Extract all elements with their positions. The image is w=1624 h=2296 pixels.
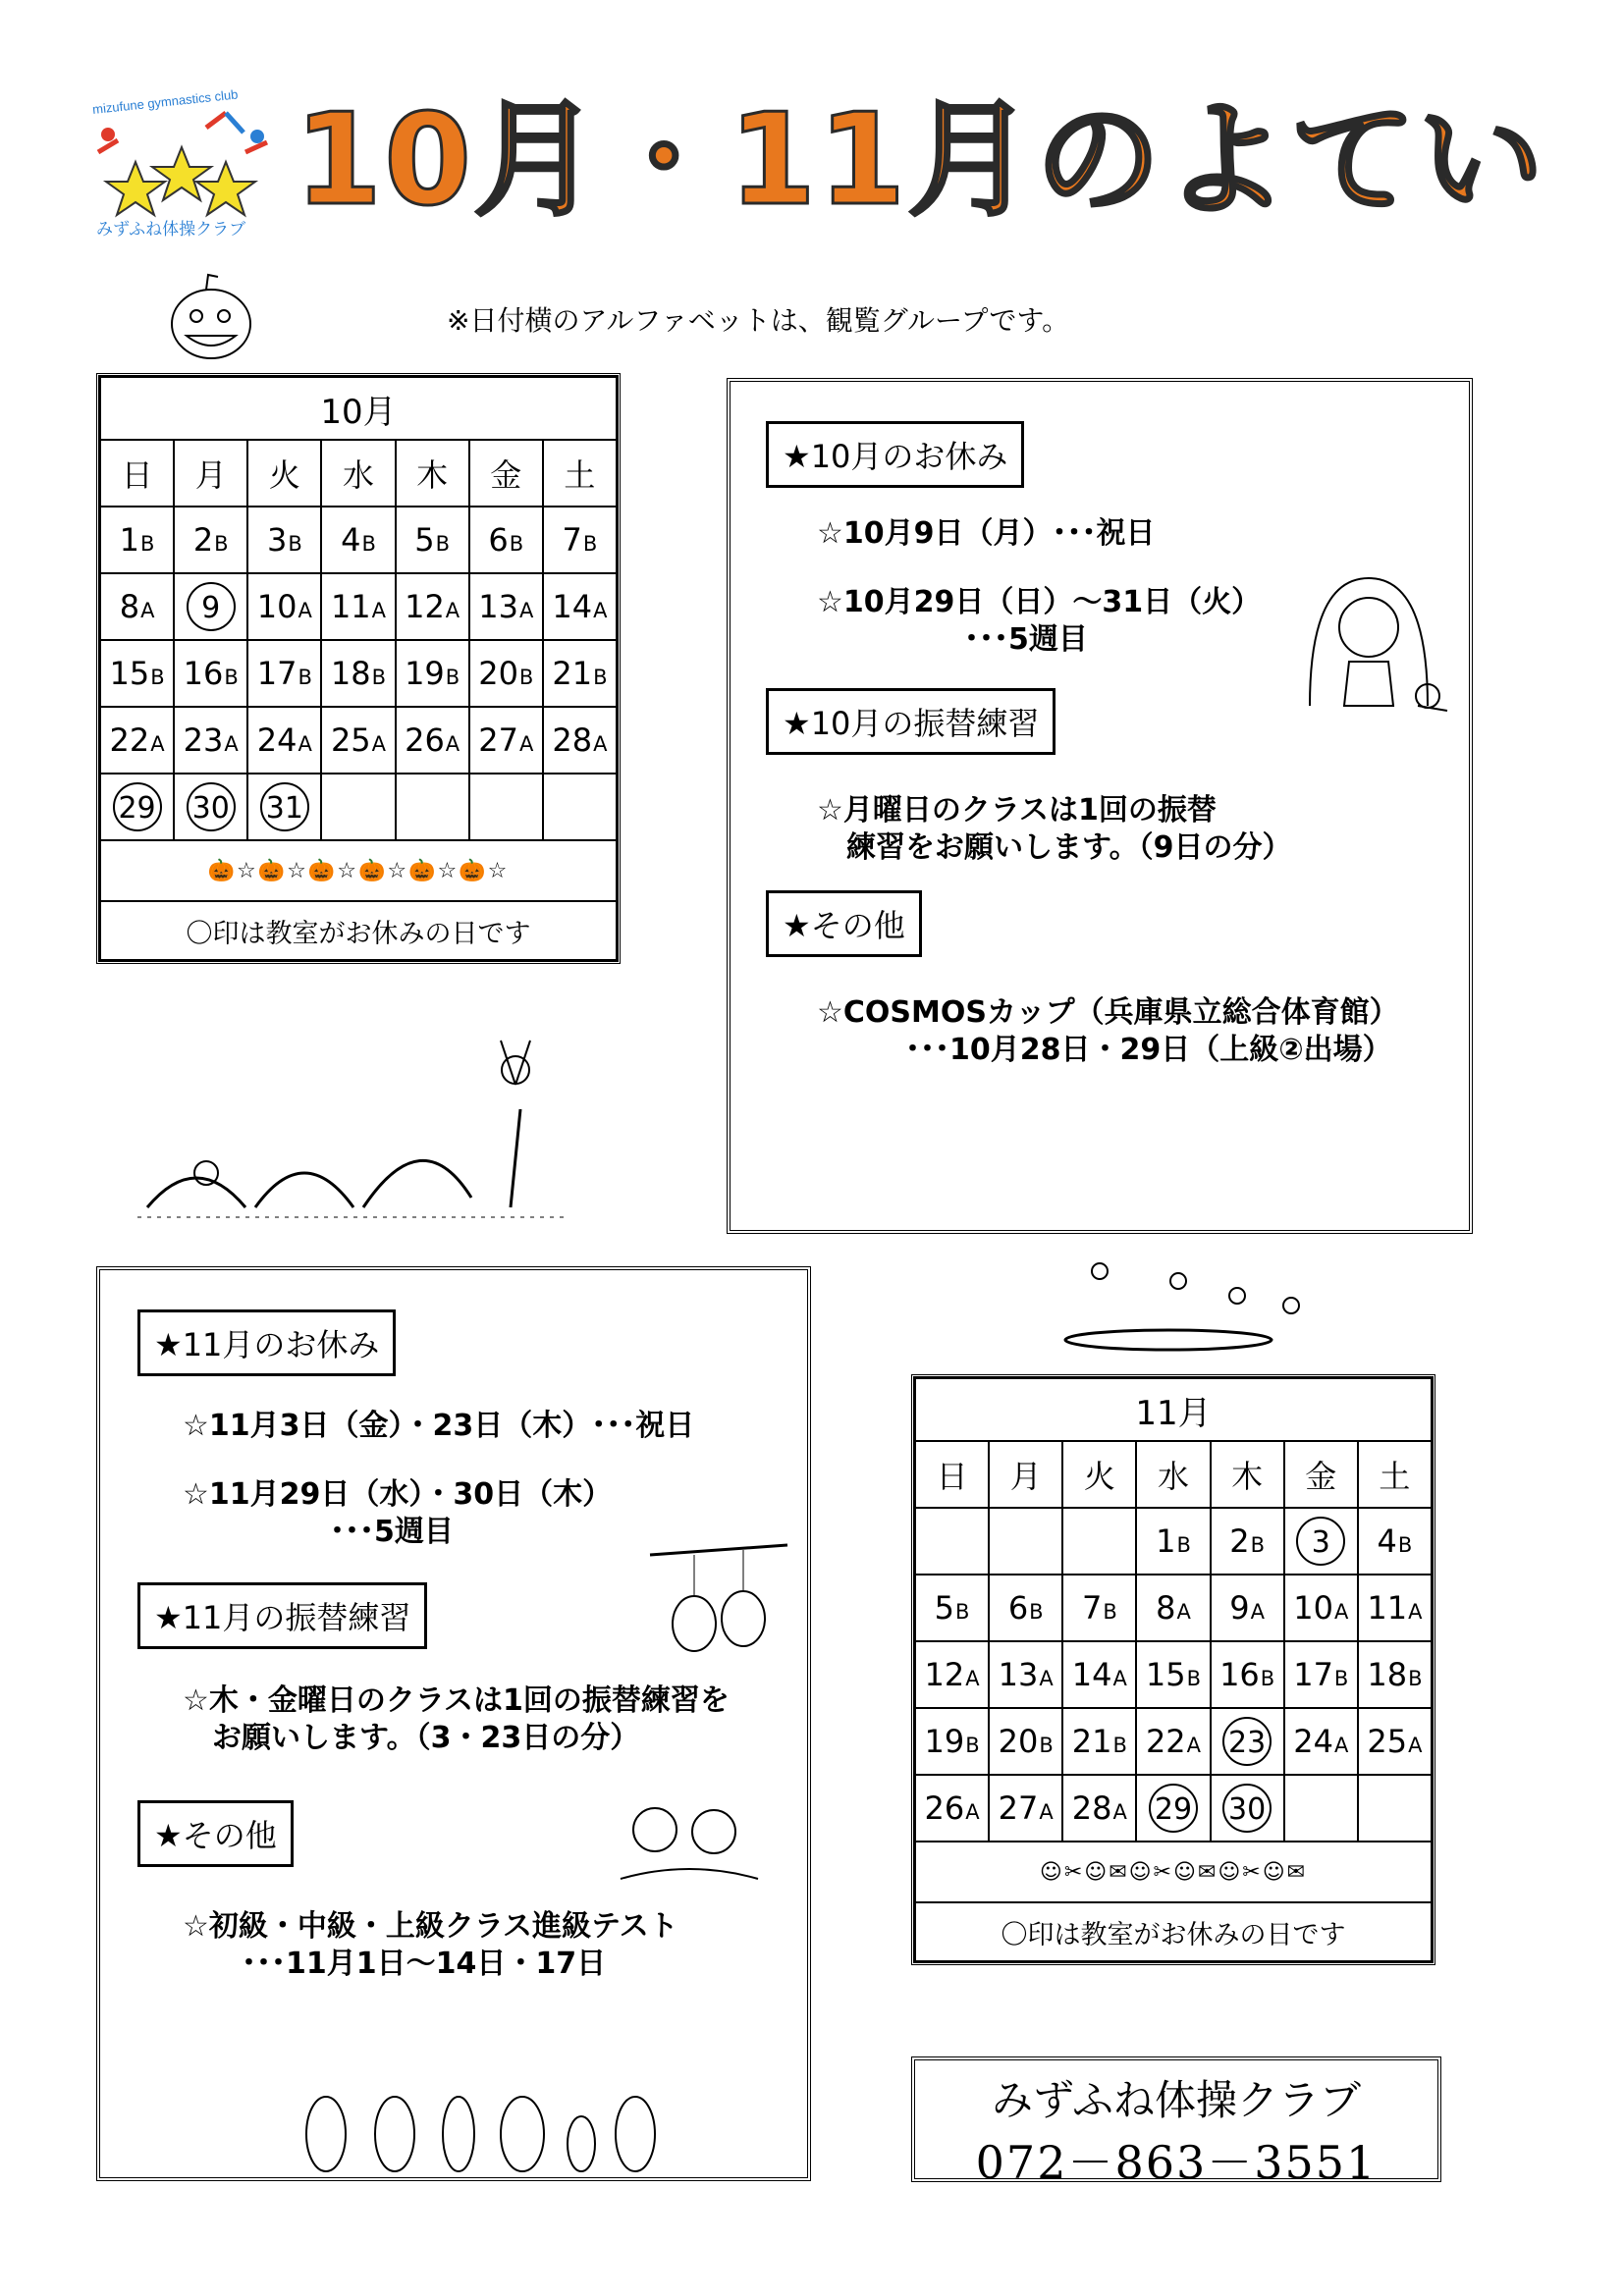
viewing-group: A — [1039, 1667, 1054, 1690]
weekday-3: 水 — [1136, 1441, 1210, 1508]
empty-day-cell — [396, 774, 469, 840]
day-number: 22 — [109, 721, 150, 759]
weekday-row — [915, 1441, 1432, 1508]
viewing-group: B — [955, 1600, 970, 1624]
day-cell — [100, 707, 174, 774]
october-info-panel — [727, 378, 1473, 1234]
viewing-group: A — [150, 732, 165, 756]
day-number: 16 — [183, 655, 224, 692]
viewing-group: B — [518, 666, 534, 689]
day-number: 17 — [1293, 1656, 1333, 1693]
viewing-group: A — [1408, 1734, 1423, 1757]
day-number: 24 — [256, 721, 298, 759]
day-cell — [543, 507, 617, 573]
november-holiday-2: ☆11月29日（水）・30日（木） ･･･5週目 — [183, 1477, 613, 1550]
closed-day-cell — [1211, 1708, 1284, 1775]
day-number: 7 — [562, 521, 582, 559]
day-cell — [543, 640, 617, 707]
day-cell — [100, 640, 174, 707]
day-number: 20 — [998, 1723, 1039, 1760]
day-number: 24 — [1293, 1723, 1333, 1760]
group-note: ※日付横のアルファベットは、観覧グループです。 — [447, 304, 1070, 337]
weekday-row — [100, 440, 617, 507]
day-number: 10 — [1293, 1589, 1333, 1627]
viewing-group: A — [1186, 1734, 1202, 1757]
day-number: 12 — [924, 1656, 965, 1693]
weekday-6: 土 — [543, 440, 617, 507]
day-number: 5 — [934, 1589, 955, 1627]
october-calendar — [96, 373, 621, 964]
day-number: 20 — [478, 655, 518, 692]
day-number: 9 — [1229, 1589, 1250, 1627]
empty-day-cell — [1284, 1775, 1358, 1842]
empty-day-cell — [321, 774, 395, 840]
viewing-group: B — [435, 532, 451, 556]
empty-day-cell — [1062, 1508, 1136, 1575]
empty-day-cell — [469, 774, 543, 840]
trampoline-illustration — [1060, 1256, 1316, 1359]
day-number: 13 — [998, 1656, 1039, 1693]
day-cell — [396, 640, 469, 707]
day-number: 5 — [414, 521, 435, 559]
day-number: 19 — [405, 655, 445, 692]
day-number: 25 — [330, 721, 371, 759]
day-number: 28 — [552, 721, 593, 759]
autumn-border: ☺✂☺✉☺✂☺✉☺✂☺✉ — [915, 1842, 1432, 1902]
day-cell — [174, 707, 247, 774]
day-cell — [100, 573, 174, 640]
november-other-1: ☆初級・中級・上級クラス進級テスト ･･･11月1日～14日・17日 — [183, 1909, 678, 1982]
viewing-group: A — [1333, 1600, 1349, 1624]
weekday-2: 火 — [247, 440, 321, 507]
closed-day-circle: 30 — [1222, 1784, 1272, 1833]
viewing-group: B — [1112, 1734, 1127, 1757]
november-holiday-header: ★11月のお休み — [137, 1309, 396, 1376]
closed-day-circle: 9 — [187, 582, 236, 631]
day-number: 19 — [924, 1723, 965, 1760]
day-cell — [1284, 1708, 1358, 1775]
weekday-4: 木 — [1211, 1441, 1284, 1508]
day-cell — [1062, 1775, 1136, 1842]
viewing-group: A — [965, 1800, 980, 1824]
day-cell — [1358, 1575, 1432, 1641]
viewing-group: A — [1112, 1800, 1127, 1824]
day-number: 7 — [1081, 1589, 1103, 1627]
day-cell — [247, 640, 321, 707]
day-number: 27 — [998, 1789, 1039, 1827]
viewing-group: B — [1250, 1533, 1266, 1557]
weekday-1: 月 — [989, 1441, 1062, 1508]
november-info-panel — [96, 1266, 811, 2181]
day-cell — [1211, 1641, 1284, 1708]
october-makeup-1: ☆月曜日のクラスは1回の振替 練習をお願いします。（9日の分） — [817, 793, 1292, 866]
viewing-group: B — [1039, 1734, 1054, 1757]
day-cell — [321, 707, 395, 774]
weekday-5: 金 — [1284, 1441, 1358, 1508]
day-cell — [469, 573, 543, 640]
day-number: 21 — [1071, 1723, 1112, 1760]
day-number: 2 — [1229, 1522, 1250, 1560]
october-holiday-1: ☆10月9日（月）･･･祝日 — [817, 516, 1156, 551]
day-number: 2 — [192, 521, 214, 559]
day-cell — [1062, 1708, 1136, 1775]
club-name: みずふね体操クラブ — [992, 2076, 1361, 2124]
empty-day-cell — [915, 1508, 989, 1575]
phone-number: 072－863－3551 — [975, 2136, 1378, 2189]
viewing-group: B — [361, 532, 376, 556]
day-cell — [989, 1641, 1062, 1708]
viewing-group: B — [1397, 1533, 1413, 1557]
empty-day-cell — [989, 1508, 1062, 1575]
closed-day-cell — [1211, 1775, 1284, 1842]
viewing-group: A — [445, 599, 460, 622]
viewing-group: B — [445, 666, 460, 689]
day-cell — [1062, 1641, 1136, 1708]
day-cell — [1062, 1575, 1136, 1641]
viewing-group: B — [140, 532, 155, 556]
viewing-group: A — [518, 732, 534, 756]
calendar-week — [915, 1775, 1432, 1842]
viewing-group: A — [593, 732, 608, 756]
day-cell — [543, 707, 617, 774]
day-cell — [1358, 1641, 1432, 1708]
empty-day-cell — [543, 774, 617, 840]
october-footer: 〇印は教室がお休みの日です — [100, 901, 617, 960]
day-cell — [1211, 1575, 1284, 1641]
viewing-group: B — [150, 666, 165, 689]
viewing-group: A — [1112, 1667, 1127, 1690]
day-cell — [321, 507, 395, 573]
day-cell — [174, 640, 247, 707]
page-title: 10月・11月のよてい — [295, 87, 1546, 234]
closed-day-cell — [100, 774, 174, 840]
viewing-group: A — [298, 599, 312, 622]
viewing-group: B — [1029, 1600, 1044, 1624]
day-number: 16 — [1219, 1656, 1260, 1693]
day-number: 26 — [924, 1789, 965, 1827]
day-cell — [543, 573, 617, 640]
viewing-group: B — [965, 1734, 980, 1757]
november-holiday-1: ☆11月3日（金）・23日（木）･･･祝日 — [183, 1409, 695, 1443]
closed-day-cell — [174, 573, 247, 640]
viewing-group: B — [371, 666, 387, 689]
viewing-group: A — [518, 599, 534, 622]
club-logo — [88, 83, 275, 240]
november-makeup-1: ☆木・金曜日のクラスは1回の振替練習を お願いします。（3・23日の分） — [183, 1683, 730, 1756]
day-cell — [1136, 1508, 1210, 1575]
day-number: 14 — [552, 588, 593, 625]
november-other-header: ★その他 — [137, 1800, 294, 1867]
weekday-2: 火 — [1062, 1441, 1136, 1508]
day-number: 11 — [1367, 1589, 1408, 1627]
closed-day-cell — [247, 774, 321, 840]
october-other-header: ★その他 — [766, 890, 922, 957]
calendar-week — [100, 640, 617, 707]
day-number: 26 — [405, 721, 445, 759]
october-title: 10月 — [100, 377, 617, 440]
closed-day-cell — [1284, 1508, 1358, 1575]
november-footer: 〇印は教室がお休みの日です — [915, 1902, 1432, 1961]
day-cell — [247, 507, 321, 573]
weekday-5: 金 — [469, 440, 543, 507]
viewing-group: B — [1186, 1667, 1202, 1690]
day-number: 6 — [488, 521, 509, 559]
kids-playing-illustration — [611, 1781, 768, 1902]
day-number: 17 — [256, 655, 298, 692]
day-cell — [1136, 1575, 1210, 1641]
gymnasts-illustration — [137, 1031, 589, 1231]
weekday-0: 日 — [915, 1441, 989, 1508]
closed-day-circle: 30 — [187, 782, 236, 831]
viewing-group: B — [1176, 1533, 1191, 1557]
empty-day-cell — [1358, 1775, 1432, 1842]
day-cell — [1211, 1508, 1284, 1575]
calendar-week — [100, 774, 617, 840]
closed-day-circle: 29 — [113, 782, 162, 831]
day-number: 10 — [256, 588, 298, 625]
day-cell — [396, 507, 469, 573]
day-number: 3 — [266, 521, 288, 559]
viewing-group: A — [445, 732, 460, 756]
child-jumprope-illustration — [1290, 568, 1457, 739]
acorn-branch-illustration — [650, 1525, 797, 1677]
day-cell — [174, 507, 247, 573]
calendar-week — [100, 507, 617, 573]
november-title: 11月 — [915, 1378, 1432, 1441]
viewing-group: B — [288, 532, 302, 556]
october-makeup-header: ★10月の振替練習 — [766, 688, 1056, 755]
day-number: 25 — [1367, 1723, 1408, 1760]
viewing-group: A — [1176, 1600, 1191, 1624]
day-number: 15 — [109, 655, 150, 692]
viewing-group: A — [371, 599, 387, 622]
day-cell — [100, 507, 174, 573]
day-cell — [1284, 1575, 1358, 1641]
november-calendar — [911, 1374, 1435, 1965]
day-cell — [321, 640, 395, 707]
day-number: 18 — [1367, 1656, 1408, 1693]
day-number: 12 — [405, 588, 445, 625]
closed-day-circle: 31 — [260, 782, 309, 831]
closed-day-circle: 29 — [1149, 1784, 1198, 1833]
day-cell — [989, 1708, 1062, 1775]
halloween-border: 🎃☆🎃☆🎃☆🎃☆🎃☆🎃☆ — [100, 840, 617, 901]
closed-day-cell — [174, 774, 247, 840]
day-number: 11 — [330, 588, 371, 625]
weekday-6: 土 — [1358, 1441, 1432, 1508]
day-number: 1 — [1156, 1522, 1176, 1560]
viewing-group: A — [140, 599, 155, 622]
sweet-potato-dancers-illustration — [287, 2085, 679, 2182]
day-number: 13 — [478, 588, 518, 625]
day-number: 22 — [1145, 1723, 1186, 1760]
calendar-week — [915, 1508, 1432, 1575]
day-number: 23 — [183, 721, 224, 759]
day-cell — [469, 507, 543, 573]
viewing-group: B — [214, 532, 229, 556]
day-number: 4 — [341, 521, 361, 559]
day-cell — [1358, 1508, 1432, 1575]
calendar-week — [915, 1708, 1432, 1775]
closed-day-circle: 23 — [1222, 1717, 1272, 1766]
day-number: 15 — [1145, 1656, 1186, 1693]
november-makeup-header: ★11月の振替練習 — [137, 1582, 427, 1649]
viewing-group: A — [298, 732, 312, 756]
weekday-1: 月 — [174, 440, 247, 507]
day-number: 28 — [1071, 1789, 1112, 1827]
day-number: 27 — [478, 721, 518, 759]
calendar-week — [100, 573, 617, 640]
day-cell — [1136, 1641, 1210, 1708]
day-cell — [1136, 1708, 1210, 1775]
viewing-group: B — [1260, 1667, 1275, 1690]
day-cell — [989, 1575, 1062, 1641]
weekday-3: 水 — [321, 440, 395, 507]
day-cell — [989, 1775, 1062, 1842]
weekday-4: 木 — [396, 440, 469, 507]
day-cell — [915, 1775, 989, 1842]
day-cell — [469, 640, 543, 707]
contact-box — [911, 2056, 1441, 2189]
calendar-week — [915, 1575, 1432, 1641]
viewing-group: A — [371, 732, 387, 756]
calendar-week — [100, 707, 617, 774]
viewing-group: A — [593, 599, 608, 622]
viewing-group: A — [1408, 1600, 1423, 1624]
day-cell — [247, 707, 321, 774]
day-cell — [1358, 1708, 1432, 1775]
viewing-group: A — [1333, 1734, 1349, 1757]
day-number: 4 — [1377, 1522, 1397, 1560]
day-cell — [321, 573, 395, 640]
viewing-group: B — [1408, 1667, 1423, 1690]
day-cell — [247, 573, 321, 640]
day-cell — [396, 573, 469, 640]
viewing-group: B — [1333, 1667, 1349, 1690]
october-holiday-header: ★10月のお休み — [766, 421, 1024, 488]
logo-text-top: mizufune gymnastics club — [91, 86, 240, 117]
logo-text-bottom: みずふね体操クラブ — [96, 220, 246, 240]
day-number: 1 — [119, 521, 140, 559]
day-number: 18 — [330, 655, 371, 692]
viewing-group: B — [593, 666, 608, 689]
day-cell — [915, 1575, 989, 1641]
viewing-group: A — [965, 1667, 980, 1690]
viewing-group: B — [509, 532, 524, 556]
day-number: 14 — [1071, 1656, 1112, 1693]
day-cell — [915, 1708, 989, 1775]
viewing-group: B — [298, 666, 312, 689]
viewing-group: B — [582, 532, 598, 556]
viewing-group: B — [1103, 1600, 1117, 1624]
viewing-group: A — [224, 732, 239, 756]
calendar-week — [915, 1641, 1432, 1708]
viewing-group: A — [1250, 1600, 1265, 1624]
closed-day-circle: 3 — [1296, 1517, 1345, 1566]
weekday-0: 日 — [100, 440, 174, 507]
viewing-group: A — [1039, 1800, 1054, 1824]
viewing-group: B — [224, 666, 239, 689]
closed-day-cell — [1136, 1775, 1210, 1842]
october-holiday-2: ☆10月29日（日）～31日（火） ･･･5週目 — [817, 585, 1262, 658]
day-number: 8 — [1156, 1589, 1176, 1627]
day-cell — [469, 707, 543, 774]
day-number: 21 — [552, 655, 593, 692]
october-other-1: ☆COSMOSカップ（兵庫県立総合体育館） ･･･10月28日・29日（上級②出場） — [817, 995, 1399, 1068]
pumpkin-illustration — [167, 265, 255, 367]
day-cell — [396, 707, 469, 774]
day-number: 8 — [119, 588, 140, 625]
day-number: 6 — [1007, 1589, 1029, 1627]
day-cell — [1284, 1641, 1358, 1708]
day-cell — [915, 1641, 989, 1708]
